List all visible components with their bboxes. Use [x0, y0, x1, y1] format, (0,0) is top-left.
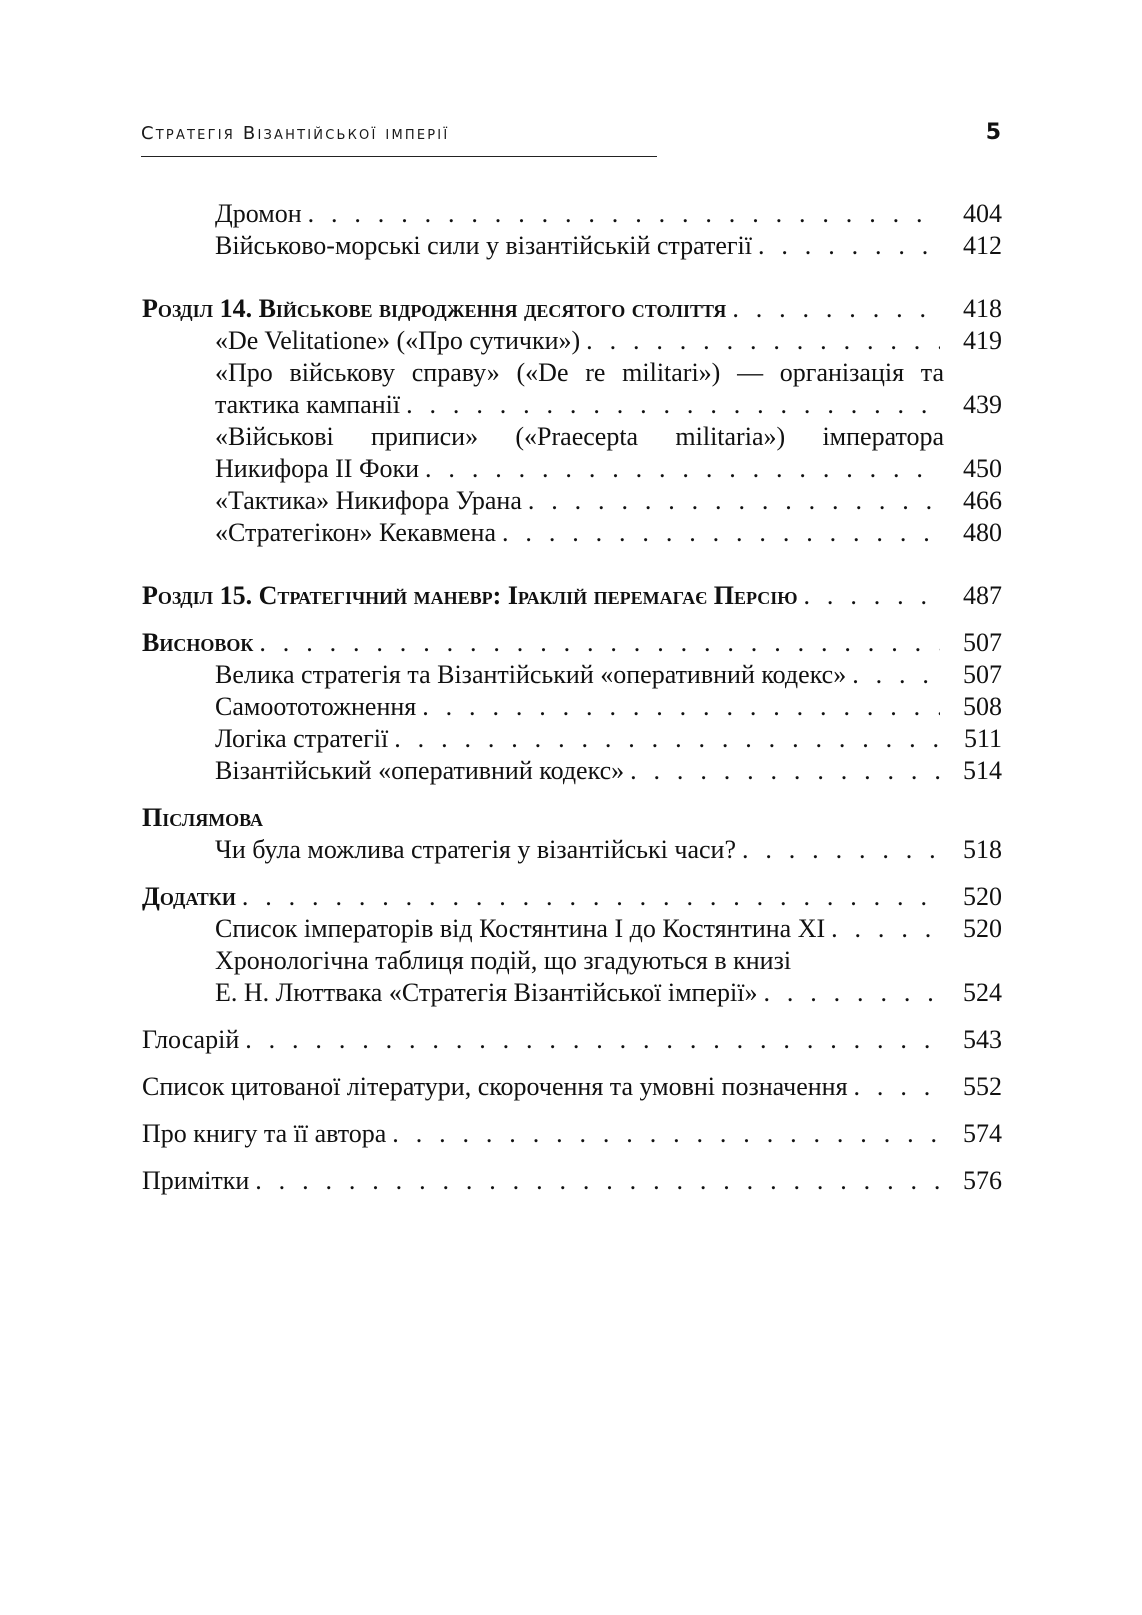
toc-entry [142, 755, 1002, 787]
dot-leader [732, 293, 940, 325]
toc-entry-page: 508 [963, 692, 1002, 721]
toc-chapter-title: Додатки [142, 882, 236, 911]
toc-entry-title: Никифора II Фоки [215, 454, 420, 483]
toc-entry [142, 198, 1002, 230]
toc-entry-page: 543 [963, 1025, 1002, 1054]
toc-entry-title: Велика стратегія та Візантійський «оперативний кодекс» [215, 660, 847, 689]
toc-entry [142, 517, 1002, 549]
toc-chapter-title: Примітки [142, 1166, 250, 1195]
toc-entry-title-line [142, 945, 1002, 977]
toc-chapter-title: Про книгу та її автора [142, 1119, 387, 1148]
toc-entry-title-line: «Військові приписи» («Praecepta militaria») імператора [215, 422, 944, 451]
toc-chapter [142, 881, 1002, 913]
toc-entry-page: 507 [963, 660, 1002, 689]
toc-chapter [142, 802, 1002, 834]
toc-entry [142, 691, 1002, 723]
toc-chapter [142, 1024, 1002, 1056]
toc-entry-title: Логіка стратегії [215, 724, 389, 753]
toc-chapter-title: Післямова [142, 803, 264, 832]
toc-entry-title: «De Velitatione» («Про сутички») [215, 326, 581, 355]
toc-entry-page: 507 [963, 628, 1002, 657]
toc-entry-title: «Стратегікон» Кекавмена [215, 518, 497, 547]
running-title: Стратегія Візантійської імперії [141, 123, 450, 144]
toc-entry-page: 480 [963, 518, 1002, 547]
dot-leader [245, 1024, 940, 1056]
toc-entry [142, 389, 1002, 421]
running-header [141, 118, 1001, 158]
toc-chapter [142, 293, 1002, 325]
toc-entry-title: Е. Н. Люттвака «Стратегія Візантійської імперії» [215, 978, 758, 1007]
toc-entry-title: «Тактика» Никифора Урана [215, 486, 522, 515]
toc-entry [142, 977, 1002, 1009]
dot-leader [425, 453, 940, 485]
toc-entry [142, 325, 1002, 357]
toc-entry [142, 485, 1002, 517]
toc-entry-page: 520 [963, 914, 1002, 943]
dot-leader [392, 1118, 940, 1150]
dot-leader [758, 230, 940, 262]
dot-leader [831, 913, 940, 945]
dot-leader [406, 389, 940, 421]
toc-entry-title-line: «Про військову справу» («De re militari») — організація та [215, 358, 944, 387]
dot-leader [528, 485, 940, 517]
toc-entry [142, 723, 1002, 755]
dot-leader [308, 198, 940, 230]
toc-entry [142, 913, 1002, 945]
toc-entry-page: 552 [963, 1072, 1002, 1101]
toc-entry-title: Дромон [215, 199, 302, 228]
toc-entry-page: 404 [963, 199, 1002, 228]
toc-chapter [142, 580, 1002, 612]
toc-entry-page: 439 [963, 390, 1002, 419]
toc-entry [142, 453, 1002, 485]
toc-entry-title: Список імператорів від Костянтина I до Костянтина XI [215, 914, 826, 943]
toc-entry-page: 520 [963, 882, 1002, 911]
toc-chapter [142, 1071, 1002, 1103]
dot-leader [242, 881, 940, 913]
header-rule [141, 156, 657, 157]
toc-entry-page: 466 [963, 486, 1002, 515]
toc-entry-page: 511 [963, 724, 1002, 753]
toc-entry [142, 230, 1002, 262]
toc-entry [142, 834, 1002, 866]
toc-entry-title: Хронологічна таблиця подій, що згадуються в книзі [215, 946, 792, 975]
toc-chapter-title: Висновок [142, 628, 254, 657]
page-number: 5 [985, 120, 1001, 145]
toc-chapter [142, 1118, 1002, 1150]
toc-chapter-title: Список цитованої літератури, скорочення та умовні позначення [142, 1072, 848, 1101]
dot-leader [586, 325, 940, 357]
dot-leader [763, 977, 940, 1009]
dot-leader [804, 580, 940, 612]
toc-entry-page: 518 [963, 835, 1002, 864]
dot-leader [259, 627, 940, 659]
dot-leader [630, 755, 940, 787]
toc-entry [142, 659, 1002, 691]
toc-chapter-title: Розділ 14. Військове відродження десятого століття [142, 294, 727, 323]
toc-entry-page: 412 [963, 231, 1002, 260]
dot-leader [852, 659, 940, 691]
toc-entry-title: Візантійський «оперативний кодекс» [215, 756, 625, 785]
toc-entry-page: 419 [963, 326, 1002, 355]
toc-chapter-title: Глосарій [142, 1025, 240, 1054]
dot-leader [255, 1165, 940, 1197]
toc-entry-page: 574 [963, 1119, 1002, 1148]
dot-leader [422, 691, 940, 723]
dot-leader [854, 1071, 940, 1103]
toc-entry-page: 576 [963, 1166, 1002, 1195]
toc-entry-title: тактика кампанії [215, 390, 401, 419]
table-of-contents [142, 198, 1002, 1197]
toc-entry-page: 418 [963, 294, 1002, 323]
toc-entry-title: Самоототожнення [215, 692, 417, 721]
dot-leader [394, 723, 940, 755]
toc-entry-page: 450 [963, 454, 1002, 483]
toc-entry-page: 514 [963, 756, 1002, 785]
toc-entry-title: Чи була можлива стратегія у візантійські часи? [215, 835, 736, 864]
toc-chapter [142, 1165, 1002, 1197]
toc-entry-page: 487 [963, 581, 1002, 610]
toc-entry-title: Військово-морські сили у візантійській стратегії [215, 231, 752, 260]
toc-entry-page: 524 [963, 978, 1002, 1007]
dot-leader [502, 517, 940, 549]
toc-chapter-title: Розділ 15. Стратегічний маневр: Іраклій перемагає Персію [142, 581, 798, 610]
toc-chapter [142, 627, 1002, 659]
dot-leader [742, 834, 940, 866]
